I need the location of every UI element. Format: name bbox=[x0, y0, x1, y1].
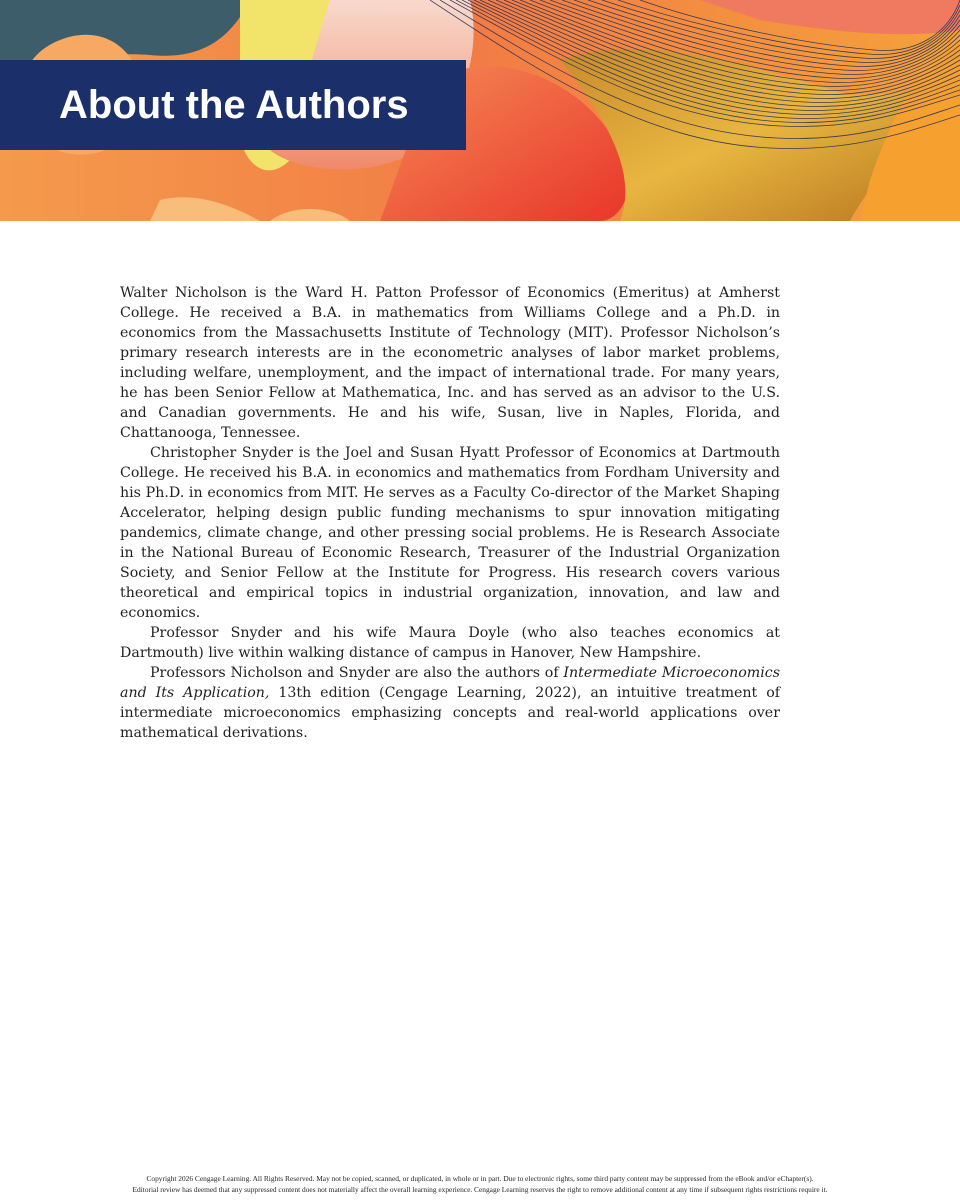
paragraph-snyder-family: Professor Snyder and his wife Maura Doyle (who also teaches economics at Dartmouth) live within walking distance of campus in Hanover, New Hampshire. bbox=[120, 625, 780, 661]
books-intro: Professors Nicholson and Snyder are also the authors of bbox=[150, 665, 564, 681]
books-details: 13th edition (Cengage Learning, 2022), an intuitive treatment of intermediate microeconomics emphasizing concepts and real-world applications over mathematical derivations. bbox=[120, 685, 780, 741]
copyright-line-1: Copyright 2026 Cengage Learning. All Rights Reserved. May not be copied, scanned, or duplicated, in whole or in part. Due to electronic rights, some third party content may be suppressed from the eBook and/or eChapter(s). bbox=[146, 1174, 814, 1183]
authors-bio bbox=[120, 283, 780, 743]
page-title: About the Authors bbox=[59, 83, 409, 127]
copyright-footer bbox=[0, 1173, 960, 1195]
paragraph-snyder: Christopher Snyder is the Joel and Susan Hyatt Professor of Economics at Dartmouth College. He received his B.A. in economics and mathematics from Fordham University and his Ph.D. in economics from MIT. He serves as a Faculty Co-director of the Market Shaping Accelerator, helping design public funding mechanisms to spur innovation mitigating pandemics, climate change, and other pressing social problems. He is Research Associate in the National Bureau of Economic Research, Treasurer of the Industrial Organization Society, and Senior Fellow at the Institute for Progress. His research covers various theoretical and empirical topics in industrial organization, innovation, and law and economics. bbox=[120, 445, 780, 621]
copyright-line-2: Editorial review has deemed that any suppressed content does not materially affect the overall learning experience. Cengage Learning reserves the right to remove additional content at any time if subsequent rights restrictions require it. bbox=[132, 1185, 828, 1194]
paragraph-nicholson: Walter Nicholson is the Ward H. Patton Professor of Economics (Emeritus) at Amherst College. He received a B.A. in mathematics from Williams College and a Ph.D. in economics from the Massachusetts Institute of Technology (MIT). Professor Nicholson’s primary research interests are in the econometric analyses of labor market problems, including welfare, unemployment, and the impact of international trade. For many years, he has been Senior Fellow at Mathematica, Inc. and has served as an advisor to the U.S. and Canadian governments. He and his wife, Susan, live in Naples, Florida, and Chattanooga, Tennessee. bbox=[120, 285, 780, 441]
book-title: Intermediate Microeconomics and Its Application, bbox=[120, 665, 780, 701]
paragraph-books bbox=[120, 663, 780, 743]
